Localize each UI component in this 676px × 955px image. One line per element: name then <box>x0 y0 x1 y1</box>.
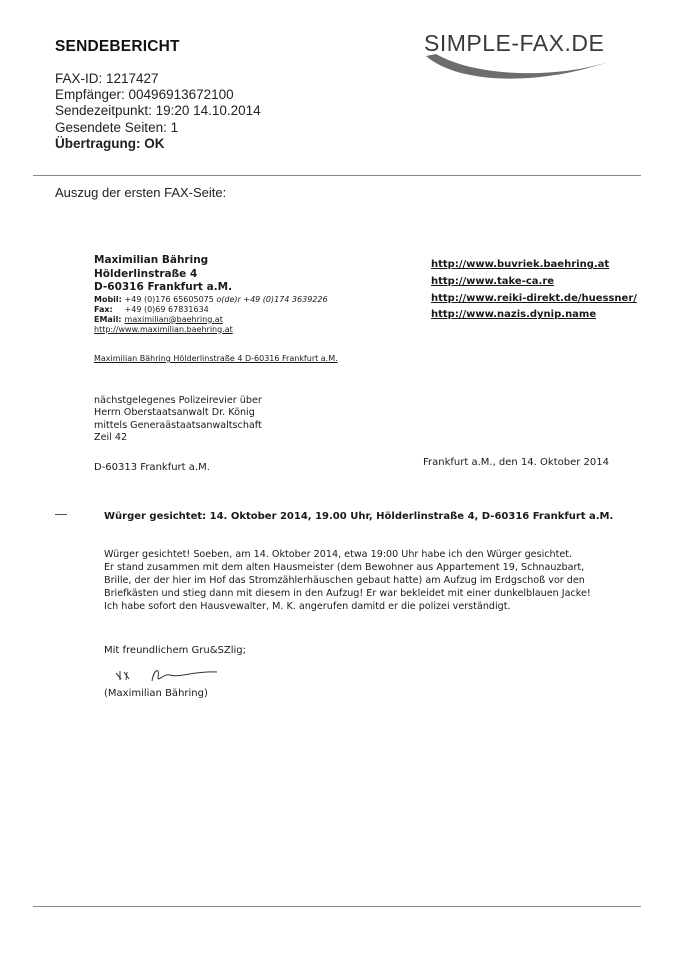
recipient-line: nächstgelegenes Polizeirevier über <box>94 395 262 406</box>
recipient-line: Herrn Oberstaatsanwalt Dr. König <box>94 407 255 419</box>
recipient-city: D-60313 Frankfurt a.M. <box>94 462 210 473</box>
excerpt-label: Auszug der ersten FAX-Seite: <box>55 185 227 200</box>
sender-website-link[interactable]: http://www.maximilian.baehring.at <box>94 324 233 334</box>
divider-bottom <box>33 906 641 907</box>
fax-id: FAX-ID: 1217427 <box>55 71 159 86</box>
pages-sent: Gesendete Seiten: 1 <box>55 119 179 135</box>
sender-city: D-60316 Frankfurt a.M. <box>94 281 233 293</box>
signature-icon <box>112 663 232 687</box>
mobile-alt: o(de)r +49 (0)174 3639226 <box>216 294 328 304</box>
recipient-line: mittels Generaästaatsanwaltschaft <box>94 419 262 431</box>
mobile-label: Mobil: <box>94 294 122 304</box>
link-item[interactable]: http://www.reiki-direkt.de/huessner/ <box>431 292 637 304</box>
link-item[interactable]: http://www.nazis.dynip.name <box>431 309 597 321</box>
body-line: Brille, der der hier im Hof das Stromzählerhäuschen gebaut hatte) am Aufzug im Erdgschoß vor den <box>104 575 585 587</box>
closing: Mit freundlichem Gru&SZlig; <box>104 645 247 656</box>
divider-top <box>33 175 641 176</box>
link-list <box>431 257 637 324</box>
link-item[interactable]: http://www.take-ca.re <box>431 275 555 287</box>
sender-email <box>94 315 328 325</box>
email-label: EMail: <box>94 314 122 324</box>
subject-line: Würger gesichtet: 14. Oktober 2014, 19.00 Uhr, Hölderlinstraße 4, D-60316 Frankfurt a.M. <box>104 511 614 522</box>
mobile-value: +49 (0)176 65605075 <box>124 294 214 304</box>
date-line: Frankfurt a.M., den 14. Oktober 2014 <box>423 457 609 468</box>
return-address: Maximilian Bähring Hölderlinstraße 4 D-60316 Frankfurt a.M. <box>94 354 338 363</box>
sender-mobile <box>94 295 328 305</box>
recipient-block <box>94 395 262 445</box>
sender-street: Hölderlinstraße 4 <box>94 267 198 280</box>
body-line: Briefkästen und stieg dann mit diesem in den Aufzug! Er war bekleidet mit einer dunkelblauen Jacke! <box>104 588 591 600</box>
sender-fax <box>94 305 328 315</box>
letter-body <box>104 548 604 613</box>
transmission-status: Übertragung: OK <box>55 135 165 151</box>
simple-fax-logo <box>418 26 644 80</box>
report-meta <box>55 71 261 152</box>
fax-label: Fax: <box>94 304 113 314</box>
signer-name: (Maximilian Bähring) <box>104 688 208 699</box>
report-title: SENDEBERICHT <box>55 38 180 55</box>
send-time: Sendezeitpunkt: 19:20 14.10.2014 <box>55 103 261 119</box>
logo-text: SIMPLE-FAX.DE <box>424 30 605 56</box>
fax-value: +49 (0)69 67831634 <box>124 304 209 314</box>
recipient-number: Empfänger: 00496913672100 <box>55 87 234 103</box>
sender-block <box>94 254 328 335</box>
margin-dash <box>55 514 67 515</box>
link-item[interactable]: http://www.buvriek.baehring.at <box>431 259 610 270</box>
email-link[interactable]: maximilian@baehring.at <box>124 314 223 324</box>
body-line: Ich habe sofort den Hausvewalter, M. K. angerufen damitd er die polizei verständigt. <box>104 601 511 613</box>
sender-name: Maximilian Bähring <box>94 254 209 266</box>
body-line: Er stand zusammen mit dem alten Hausmeister (dem Bewohner aus Appartement 19, Schnauzbart, <box>104 562 585 574</box>
recipient-line: Zeil 42 <box>94 432 128 444</box>
body-line: Würger gesichtet! Soeben, am 14. Oktober 2014, etwa 19:00 Uhr habe ich den Würger gesichtet. <box>104 549 573 560</box>
